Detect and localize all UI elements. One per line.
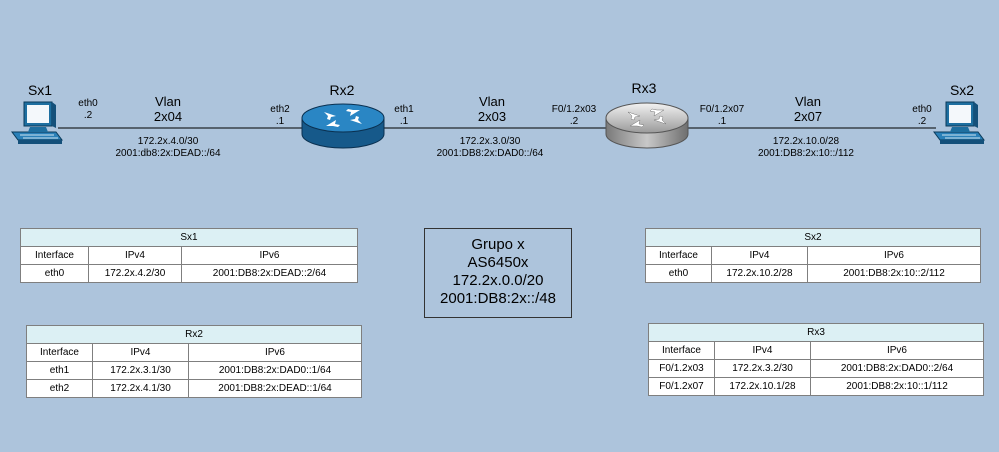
port-name: F0/1.2x07 [699, 104, 745, 115]
port-name: F0/1.2x03 [551, 104, 597, 115]
router-icon[interactable] [300, 102, 386, 152]
sx2-interface-table [645, 228, 981, 283]
link-ipv6: 2001:DB8:2x:DAD0::/64 [436, 148, 544, 159]
port-name: eth2 [270, 104, 290, 115]
cell-interface: F0/1.2x03 [649, 360, 715, 378]
header-interface: Interface [649, 342, 715, 360]
link-ipv4: 172.2x.3.0/30 [459, 136, 521, 147]
link-ipv4: 172.2x.4.0/30 [137, 136, 199, 147]
group-name: Grupo x [471, 236, 525, 253]
table-row [27, 362, 362, 380]
table-row [646, 265, 981, 283]
header-ipv6: IPv6 [182, 247, 358, 265]
rx3-label: Rx3 [631, 80, 657, 96]
rx2-label: Rx2 [329, 82, 355, 98]
sx1-interface-table [20, 228, 358, 283]
table-row [21, 265, 358, 283]
vlan-label: Vlan [794, 94, 822, 109]
cell-interface: eth0 [21, 265, 89, 283]
rx2-interface-table [26, 325, 362, 398]
table-title: Rx2 [27, 326, 362, 344]
table-title: Sx2 [646, 229, 981, 247]
vlan-label: Vlan [478, 94, 506, 109]
port-addr: .2 [917, 116, 927, 127]
table-title: Sx1 [21, 229, 358, 247]
cell-interface: eth2 [27, 380, 93, 398]
port-addr: .2 [569, 116, 579, 127]
cell-ipv6: 2001:DB8:2x:10::1/112 [811, 378, 984, 396]
cell-ipv6: 2001:DB8:2x:DAD0::2/64 [811, 360, 984, 378]
rx3-interface-table [648, 323, 984, 396]
port-addr: .1 [275, 116, 285, 127]
header-ipv4: IPv4 [89, 247, 182, 265]
port-addr: .1 [399, 116, 409, 127]
sx1-label: Sx1 [27, 82, 53, 98]
group-ipv4: 172.2x.0.0/20 [452, 272, 544, 289]
port-name: eth0 [78, 98, 98, 109]
sx2-label: Sx2 [949, 82, 975, 98]
group-info-box [424, 228, 572, 318]
table-row [27, 380, 362, 398]
vlan-id: 2x03 [477, 109, 507, 124]
table-title: Rx3 [649, 324, 984, 342]
cell-ipv4: 172.2x.4.2/30 [89, 265, 182, 283]
header-interface: Interface [27, 344, 93, 362]
header-interface: Interface [646, 247, 712, 265]
cell-ipv6: 2001:DB8:2x:DEAD::2/64 [182, 265, 358, 283]
cell-ipv4: 172.2x.3.1/30 [93, 362, 189, 380]
vlan-id: 2x04 [153, 109, 183, 124]
table-row [649, 360, 984, 378]
link-ipv6: 2001:db8:2x:DEAD::/64 [115, 148, 221, 159]
cell-interface: eth0 [646, 265, 712, 283]
header-ipv6: IPv6 [189, 344, 362, 362]
table-row [649, 378, 984, 396]
port-addr: .2 [83, 110, 93, 121]
cell-ipv6: 2001:DB8:2x:DEAD::1/64 [189, 380, 362, 398]
vlan-id: 2x07 [793, 109, 823, 124]
header-ipv4: IPv4 [712, 247, 808, 265]
cell-ipv6: 2001:DB8:2x:10::2/112 [808, 265, 981, 283]
cell-ipv4: 172.2x.10.1/28 [715, 378, 811, 396]
workstation-icon[interactable] [8, 100, 66, 152]
port-addr: .1 [717, 116, 727, 127]
vlan-label: Vlan [154, 94, 182, 109]
link-ipv6: 2001:DB8:2x:10::/112 [758, 148, 854, 159]
header-ipv6: IPv6 [808, 247, 981, 265]
header-interface: Interface [21, 247, 89, 265]
header-ipv4: IPv4 [715, 342, 811, 360]
port-name: eth1 [394, 104, 414, 115]
port-name: eth0 [912, 104, 932, 115]
header-ipv4: IPv4 [93, 344, 189, 362]
cell-ipv4: 172.2x.3.2/30 [715, 360, 811, 378]
cell-ipv6: 2001:DB8:2x:DAD0::1/64 [189, 362, 362, 380]
group-as: AS6450x [467, 254, 529, 271]
router-icon[interactable] [604, 100, 690, 152]
link-ipv4: 172.2x.10.0/28 [772, 136, 840, 147]
cell-ipv4: 172.2x.10.2/28 [712, 265, 808, 283]
cell-ipv4: 172.2x.4.1/30 [93, 380, 189, 398]
header-ipv6: IPv6 [811, 342, 984, 360]
cell-interface: eth1 [27, 362, 93, 380]
group-ipv6: 2001:DB8:2x::/48 [440, 290, 556, 307]
cell-interface: F0/1.2x07 [649, 378, 715, 396]
